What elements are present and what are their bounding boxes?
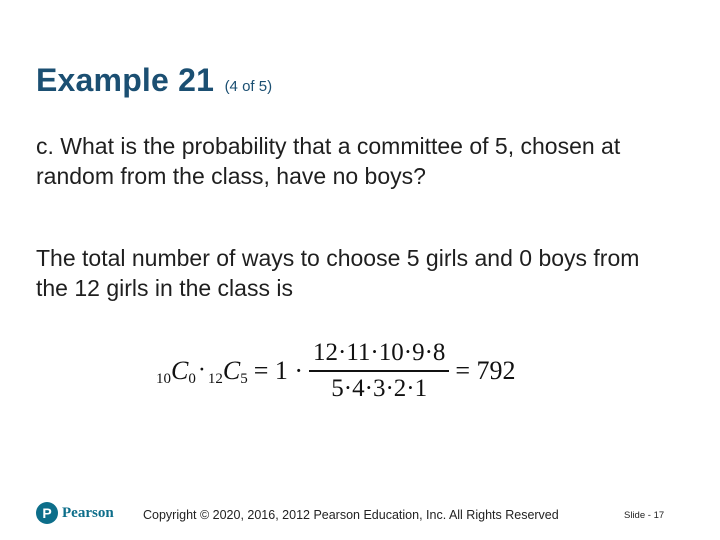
term2-post-subscript: 5 bbox=[240, 371, 248, 388]
pearson-logo-icon: P bbox=[36, 502, 58, 524]
slide-title bbox=[36, 62, 272, 99]
title-main: Example 21 bbox=[36, 62, 215, 98]
statement-paragraph: The total number of ways to choose 5 girls and 0 boys from the 12 girls in the class is bbox=[36, 245, 640, 301]
result: = 792 bbox=[455, 355, 516, 385]
question-paragraph: c. What is the probability that a committee of 5, chosen at random from the class, have no boys? bbox=[36, 133, 621, 189]
equals-one: = 1 · bbox=[253, 355, 304, 385]
term1-symbol: C bbox=[171, 355, 189, 385]
copyright-notice: Copyright © 2020, 2016, 2012 Pearson Education, Inc. All Rights Reserved bbox=[143, 508, 559, 522]
fraction-numerator: 12·11·10·9·8 bbox=[313, 339, 446, 366]
pearson-logo bbox=[36, 502, 114, 524]
multiply-dot: · bbox=[197, 357, 206, 384]
pearson-logo-text: Pearson bbox=[62, 504, 114, 521]
slide-number: Slide - 17 bbox=[624, 510, 665, 521]
fraction-denominator: 5·4·3·2·1 bbox=[331, 374, 428, 402]
fraction-bar bbox=[309, 370, 449, 372]
term1-post-subscript: 0 bbox=[188, 371, 196, 388]
term2-pre-subscript: 12 bbox=[207, 371, 223, 388]
title-part-indicator: (4 of 5) bbox=[224, 78, 273, 95]
term2-symbol: C bbox=[222, 355, 241, 385]
combination-formula bbox=[156, 338, 516, 404]
fraction bbox=[309, 338, 449, 404]
term1-pre-subscript: 10 bbox=[156, 371, 171, 388]
